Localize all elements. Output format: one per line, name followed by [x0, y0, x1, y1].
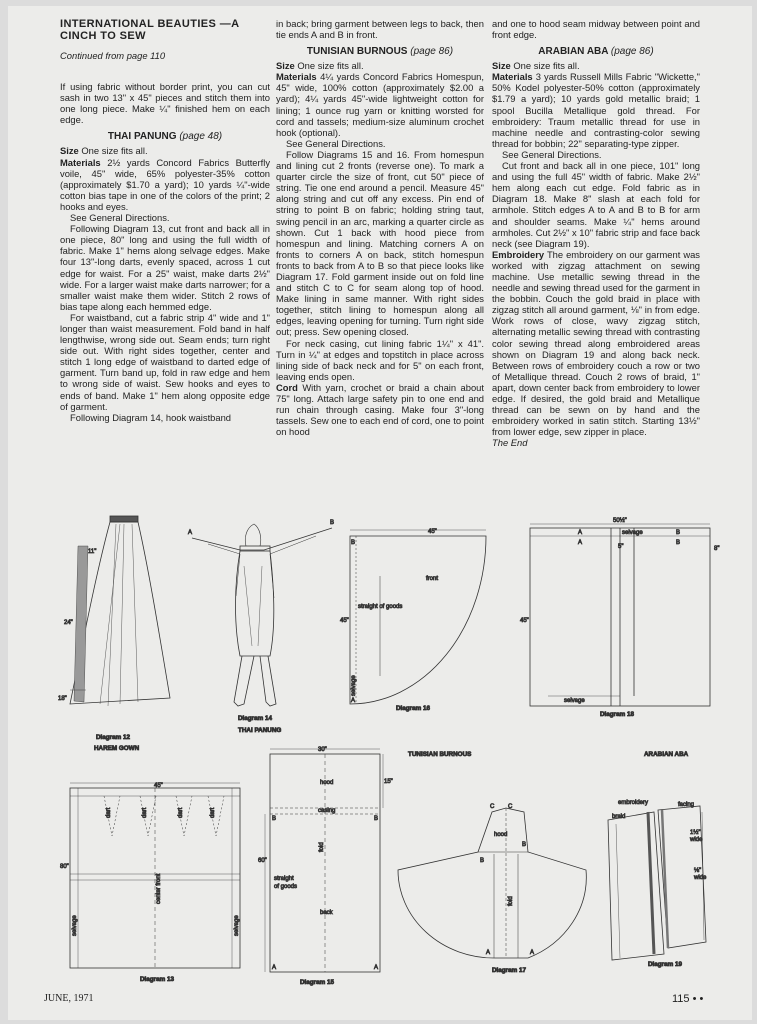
d13-caption: Diagram 13 [140, 976, 174, 983]
column-1 [60, 18, 270, 423]
d18-8: 8" [714, 546, 720, 552]
d13-dart-4: dart [210, 807, 216, 818]
d15-casing: casing [318, 808, 336, 814]
tun-materials: Materials 4¼ yards Concord Fabrics Homespun, 45" wide, 100% cotton (approximately $2.00 a yard); 4¼ yards 45"-wide lightweight cotton for lining; 1 ounce rug yarn or knitting worsted for cord and tassels; medium-size aluminum crochet hook (optional). [276, 71, 484, 138]
d17-a-left: A [486, 950, 491, 956]
heading-tunisian-burnous: TUNISIAN BURNOUS (page 86) [306, 46, 454, 58]
d15-straight-2: of goods [274, 884, 298, 890]
arabian-title: ARABIAN ABA [644, 751, 689, 758]
d17-c-right: C [508, 804, 513, 810]
d15-30: 30" [318, 747, 327, 753]
d17-hood: hood [494, 832, 508, 838]
tun-cord: Cord With yarn, crochet or braid a chain about 75" long. Attach large safety pin to one end and run chain through casing. Make four 3"-long tassels. Sew one to each end of cord, one to point on hood [276, 381, 485, 438]
thai-waistband: For waistband, cut a fabric strip 4" wide and 1" longer than waist measurement. Fold band in half lengthwise, wrong side out. Seam ends; turn right side out. With right sides together, center and stitch 1 long edge of waistband to darted edge of garment. Turn band up, fold in raw edge and hem to wrong side of waist. Sew hooks and eyes to ends of band. Make 1" hem along opposite edge of garment. [60, 311, 270, 412]
diagram-17-burnous [398, 808, 586, 958]
aba-general-directions: See General Directions. [502, 148, 602, 160]
d18-width: 50½" [613, 518, 627, 524]
diagram-14-thai-panung [192, 524, 332, 706]
thai-wearing: in back; bring garment between legs to back, then tie ends A and B in front. [276, 18, 484, 41]
d15-15: 15" [384, 779, 393, 785]
d17-caption: Diagram 17 [492, 967, 526, 974]
d15-b-right: B [374, 816, 379, 822]
d14-label-a: A [188, 530, 193, 536]
d15-caption: Diagram 15 [300, 979, 334, 986]
d13-selvage-left: selvage [72, 915, 78, 936]
sash-paragraph: If using fabric without border print, you can cut sash in two 13" x 45" pieces and stitch them into one long piece. Make ¼" finished hem on each edge. [60, 81, 270, 126]
diagram-16-front [350, 530, 486, 704]
d12-measure-24: 24" [64, 620, 73, 626]
column-3 [492, 18, 700, 448]
d19-braid: braid [612, 814, 626, 820]
thai-materials: Materials 2½ yards Concord Fabrics Butterfly voile, 45" wide, 65% polyester-35% cotton (approximately $1.70 a yard); 10 yards ¼"-wide cotton bias tape in one of the colors of the print; 2 hooks and eyes. [60, 156, 271, 212]
d18-b-top: B [676, 530, 681, 536]
column-2 [276, 18, 484, 437]
d16-straight: straight of goods [358, 604, 403, 610]
the-end: The End [492, 437, 528, 449]
d19-width1: 1½" [690, 830, 701, 836]
d19-embroidery: embroidery [618, 800, 649, 806]
diagram-18-aba-fold [530, 524, 710, 706]
d15-straight-1: straight [274, 876, 294, 882]
d17-c-left: C [490, 804, 495, 810]
d13-dart-3: dart [178, 807, 184, 818]
d17-fold: fold [508, 896, 514, 906]
d18-a-second: A [578, 540, 583, 546]
d19-width1-wide: wide [690, 837, 703, 843]
tun-general-directions: See General Directions. [286, 137, 386, 149]
d18-5: 5" [618, 544, 624, 550]
d14-label-b: B [330, 520, 335, 526]
heading-thai-panung: THAI PANUNG (page 48) [107, 131, 223, 143]
d13-80: 80" [60, 864, 69, 870]
d14-caption: Diagram 14 [238, 715, 272, 722]
d13-center-front: center front [156, 873, 162, 904]
aba-cutting: Cut front and back all in one piece, 101" long and using the full 45" width of fabric. Make 2½" hem along each cut edge. Fold fabric as in Diagram 18. Make 8" slash at each fold for armhole. Stitch edges A to A and B to B for arm and shoulder seams. Make ¼" hems around armholes. Cut 2½" x 10" fabric strip and face back neck (see Diagram 19). [492, 160, 700, 249]
d16-b: B [351, 540, 356, 546]
d16-selvage: selvage [351, 675, 357, 696]
tun-cutting: Follow Diagrams 15 and 16. From homespun and lining cut 2 fronts (reverse one). To mark a quarter circle the size of front, cut 50" piece of string. Tie one end around a pencil. Measure 45" along string and cut off any excess. Pin end of string to point B on fabric; holding string taut, swing pencil in an arc, marking a quarter circle as shown. Cut 1 back with hood piece from homespun and lining. Matching corners A on fronts to corners A on back, stitch homespun fronts to back from A to B so that piece looks like Diagram 17. Fold garment inside out on fold line and stitch C to C for seam along top of hood. Make lining in same manner. With right sides together, stitch lining to homespun along all edges, leaving opening for turning. Turn right side out; press. Sew opening closed. [276, 148, 484, 338]
d19-width2-wide: wide [694, 875, 707, 881]
d17-b-right: B [522, 842, 527, 848]
d18-selvage-bottom: selvage [564, 698, 585, 704]
d18-a-top: A [578, 530, 583, 536]
d12-measure-11: 11" [88, 549, 97, 555]
footer-date: JUNE, 1971 [44, 993, 94, 1004]
d19-facing: facing [678, 802, 695, 808]
pattern-diagrams [8, 506, 752, 991]
thai-cutting: Following Diagram 13, cut front and back all in one piece, 80" long and using the full width of fabric. Make 1" hems along selvage edges. Make four 13"-long darts, evenly spaced, across 1 cut edge for waist. For a 25" waist, make darts 2½" wide. For a larger waist make darts narrower; for a smaller waist make them wider. Stitch 2 rows of bias tape along each hemmed edge. [60, 223, 270, 312]
d16-a: A [351, 698, 356, 704]
d15-b-left: B [272, 816, 277, 822]
d13-dart-1: dart [106, 807, 112, 818]
d15-hood: hood [320, 780, 334, 786]
thai-general-directions: See General Directions. [70, 212, 170, 224]
d16-width: 45" [428, 529, 437, 535]
d18-caption: Diagram 18 [600, 711, 634, 718]
article-title: INTERNATIONAL BEAUTIES —A CINCH TO SEW [60, 18, 240, 42]
heading-arabian-aba: ARABIAN ABA (page 86) [538, 46, 654, 58]
d12-title: HAREM GOWN [94, 745, 140, 752]
thai-size: Size One size fits all. [60, 145, 148, 157]
d19-width2: ⅛" [694, 868, 702, 874]
d18-45: 45" [520, 618, 529, 624]
d14-title: THAI PANUNG [238, 727, 282, 734]
d12-measure-18: 18" [58, 696, 67, 702]
d18-b-second: B [676, 540, 681, 546]
tun-size: Size One size fits all. [276, 60, 364, 72]
d13-dart-2: dart [142, 807, 148, 818]
d15-a-left: A [272, 965, 277, 971]
d17-b-left: B [480, 858, 485, 864]
d16-front: front [426, 576, 439, 582]
d12-caption: Diagram 12 [96, 734, 130, 741]
d16-caption: Diagram 16 [396, 705, 430, 712]
d13-45: 45" [154, 783, 163, 789]
d15-fold: fold [319, 842, 325, 852]
d19-caption: Diagram 19 [648, 961, 682, 968]
d16-height: 45" [340, 618, 349, 624]
tun-tassels: and one to hood seam midway between point and front edge. [492, 18, 700, 41]
tun-neck-casing: For neck casing, cut lining fabric 1¼" x 41". Turn in ¼" at edges and topstitch in place across lining side of back neck and for 5" on each front, leaving ends open. [276, 337, 484, 382]
aba-materials: Materials 3 yards Russell Mills Fabric "Wickette," 50% Kodel polyester-50% cotton (approximately $1.79 a yard); 10 yards gold metallic braid; 1 spool Bucilla Metallique gold thread. For embroidery: Traum metallic thread for use in machine needle and contrasting-color sewing thread for bobbin; 22" separating-type zipper. [492, 71, 700, 149]
d15-back: back [320, 910, 333, 916]
aba-size: Size One size fits all. [492, 60, 580, 72]
d15-a-right: A [374, 965, 379, 971]
d15-60: 60" [258, 858, 267, 864]
diagram-12-harem-gown [70, 516, 170, 706]
d18-selvage-top: selvage [622, 530, 643, 536]
d13-selvage-right: selvage [234, 915, 240, 936]
continued-note: Continued from page 110 [60, 50, 166, 61]
page-number: 115 • • [672, 993, 704, 1005]
tunisian-title: TUNISIAN BURNOUS [408, 751, 472, 758]
d17-a-right: A [530, 950, 535, 956]
thai-following: Following Diagram 14, hook waistband [70, 411, 232, 423]
aba-embroidery: Embroidery The embroidery on our garment was worked with zigzag attachment on sewing machine. Use metallic sewing thread in the needle and sewing thread used for the garment in the bobbin. Couch the gold braid in place with zigzag stitch all around garment, ⅛" in from edge. Work rows of close, wavy zigzag stitch, alternating metallic sewing thread with contrasting color sewing thread along embroidered areas shown on Diagram 19 and along back neck. Between rows of embroidery couch a row or two of Metallique thread. Couch 2 rows of braid, 1" apart, down center back from embroidery to lower edge. If desired, the gold braid and Metallique thread can be sewn on by hand and the embroidery worked in satin stitch. Starting 13½" from lower edge, sew zipper in place. [492, 248, 700, 438]
magazine-page [8, 6, 752, 1020]
